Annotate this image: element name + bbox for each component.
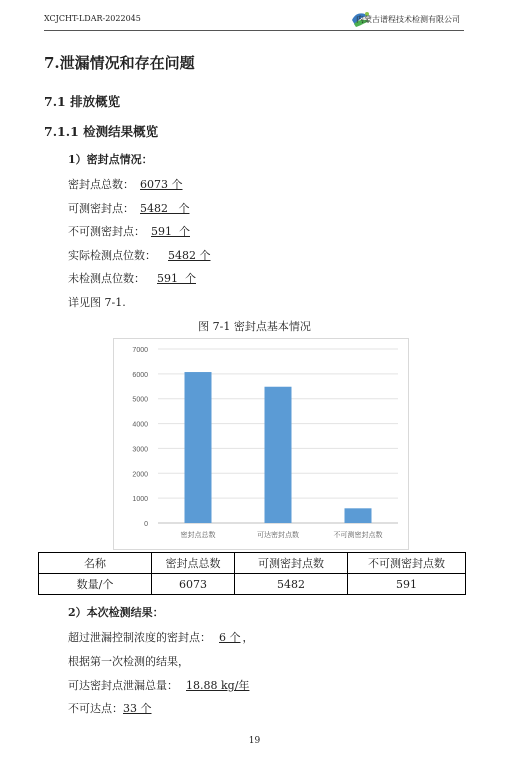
line-label: 超过泄漏控制浓度的密封点：: [68, 631, 211, 644]
line-value: 33 个: [123, 702, 152, 715]
measurable-seal-line: [68, 200, 191, 216]
table-cell: 591: [348, 574, 466, 595]
y-tick-label: 4000: [132, 421, 148, 429]
line-label: 密封点总数：: [68, 178, 134, 191]
y-tick-label: 5000: [132, 396, 148, 404]
table-cell: 6073: [152, 574, 235, 595]
y-tick-label: 2000: [132, 471, 148, 479]
line-value: 5482 个: [140, 202, 190, 215]
table-cell: 5482: [235, 574, 348, 595]
line-value: 6 个: [219, 631, 241, 644]
line-label: 未检测点位数：: [68, 272, 145, 285]
line-value: 18.88 kg/年: [186, 679, 250, 692]
y-tick-label: 0: [144, 521, 148, 528]
page-number: 19: [248, 736, 261, 746]
y-tick-label: 3000: [132, 446, 148, 454]
table-row: [39, 574, 466, 595]
y-tick-label: 6000: [132, 371, 148, 379]
bar: [265, 387, 292, 523]
table-cell: 数量/个: [39, 574, 152, 595]
over-limit-line: [68, 629, 254, 645]
table-header-row: [39, 553, 466, 574]
table-header-cell: 不可测密封点数: [348, 553, 466, 574]
x-tick-label: 不可测密封点数: [333, 531, 383, 539]
y-tick-label: 7000: [132, 347, 148, 354]
first-detection-line: 根据第一次检测的结果，: [68, 655, 189, 668]
line-value: 591 个: [157, 272, 196, 285]
document-id: XCJCHT-LDAR-2022045: [44, 14, 141, 23]
table-header-cell: 名称: [39, 553, 152, 574]
unreachable-line: [68, 700, 152, 716]
line-value: 5482 个: [168, 249, 211, 262]
line-label: 可达密封点泄漏总量：: [68, 679, 178, 692]
actual-detected-line: [68, 247, 213, 263]
seal-total-line: [68, 176, 185, 192]
unmeasurable-seal-line: [68, 223, 192, 239]
line-label: 不可测密封点：: [68, 225, 145, 238]
line-value: 591 个: [151, 225, 190, 238]
bar-chart-svg: [114, 339, 408, 549]
x-tick-label: 密封点总数: [180, 531, 216, 539]
line-suffix: ，: [242, 631, 254, 644]
subsubsection-heading: 7.1.1 检测结果概览: [44, 124, 159, 139]
subsection-heading: 7.1 排放概览: [44, 94, 121, 109]
x-tick-label: 可达密封点数: [257, 531, 299, 539]
seal-summary-table: [38, 552, 466, 595]
page-header: [44, 10, 464, 31]
bar: [185, 372, 212, 523]
figure-caption: 图 7-1 密封点基本情况: [198, 320, 311, 333]
table-header-cell: 密封点总数: [152, 553, 235, 574]
bar: [345, 508, 372, 523]
line-value: 6073 个: [140, 178, 183, 191]
undetected-line: [68, 270, 198, 286]
bar-chart: [113, 338, 409, 550]
leak-total-line: [68, 677, 251, 693]
line-label: 可测密封点：: [68, 202, 134, 215]
table-header-cell: 可测密封点数: [235, 553, 348, 574]
section-heading: 7.泄漏情况和存在问题: [44, 54, 195, 72]
line-label: 实际检测点位数：: [68, 249, 156, 262]
part2-title: 2）本次检测结果：: [68, 606, 164, 619]
see-figure-line: 详见图 7-1.: [68, 296, 126, 309]
line-label: 不可达点：: [68, 702, 123, 715]
y-tick-label: 1000: [132, 496, 148, 504]
company-name: 内蒙古谱程技术检测有限公司: [356, 15, 460, 24]
part1-title: 1）密封点情况：: [68, 153, 153, 166]
